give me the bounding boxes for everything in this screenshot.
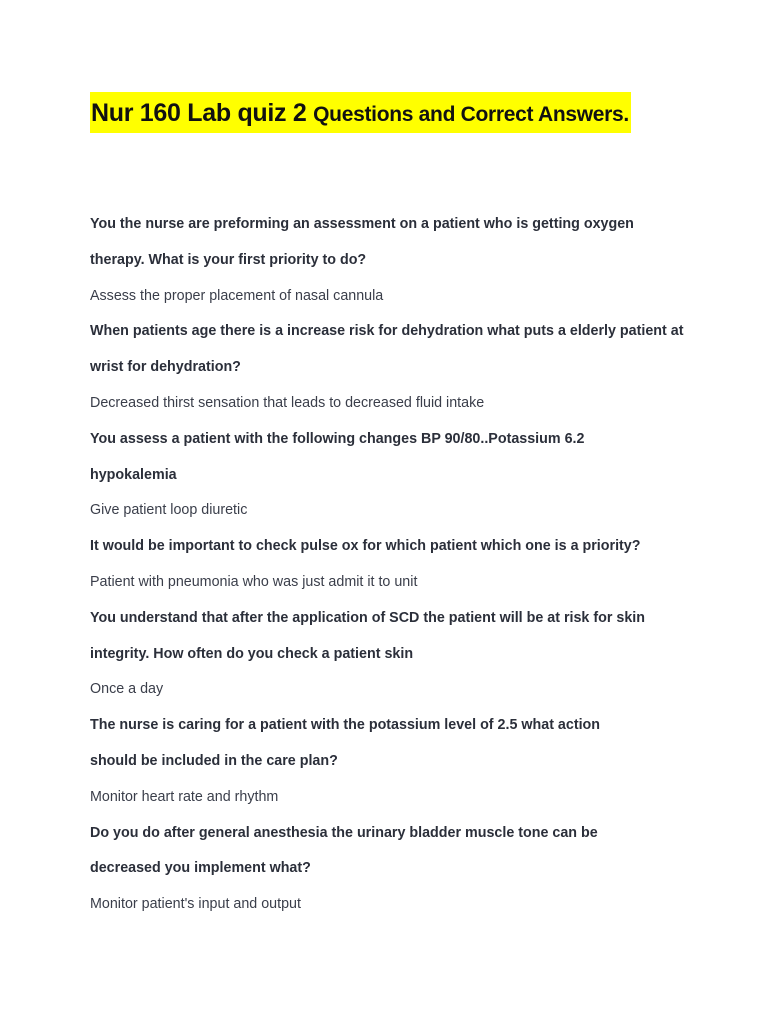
- answer-text: Decreased thirst sensation that leads to decreased fluid intake: [90, 394, 485, 411]
- qa-item: [90, 314, 690, 421]
- answer-text: Assess the proper placement of nasal cannula: [90, 287, 384, 304]
- question-text: You the nurse are preforming an assessment on a patient who is getting oxygen therapy. What is your first priority to do?: [90, 216, 634, 268]
- qa-item: [90, 601, 690, 708]
- qa-item: [90, 207, 690, 314]
- page-title: [90, 92, 631, 133]
- qa-item: [90, 708, 690, 815]
- question-text: You assess a patient with the following changes BP 90/80..Potassium 6.2 hypokalemia: [90, 430, 585, 483]
- answer-text: Monitor heart rate and rhythm: [90, 788, 279, 805]
- qa-item: [90, 529, 690, 601]
- page-title-sub: Questions and Correct Answers.: [313, 103, 629, 126]
- question-text: You understand that after the application of SCD the patient will be at risk for skin integrity. How often do you check a patient skin: [90, 609, 645, 662]
- question-text: It would be important to check pulse ox for which patient which one is a priority?: [90, 538, 641, 555]
- question-text: Do you do after general anesthesia the urinary bladder muscle tone can be decreased you implement what?: [90, 824, 598, 877]
- answer-text: Once a day: [90, 681, 164, 698]
- qa-item: [90, 422, 690, 529]
- question-text: When patients age there is a increase risk for dehydration what puts a elderly patient at wrist for dehydration?: [90, 323, 684, 376]
- question-answer-list: [90, 207, 690, 923]
- answer-text: Monitor patient's input and output: [90, 896, 301, 913]
- qa-item: [90, 816, 690, 923]
- answer-text: Give patient loop diuretic: [90, 502, 248, 519]
- question-text: The nurse is caring for a patient with the potassium level of 2.5 what action should be included in the care plan?: [90, 717, 601, 769]
- page-title-main: Nur 160 Lab quiz 2: [91, 99, 314, 127]
- answer-text: Patient with pneumonia who was just admit it to unit: [90, 573, 418, 590]
